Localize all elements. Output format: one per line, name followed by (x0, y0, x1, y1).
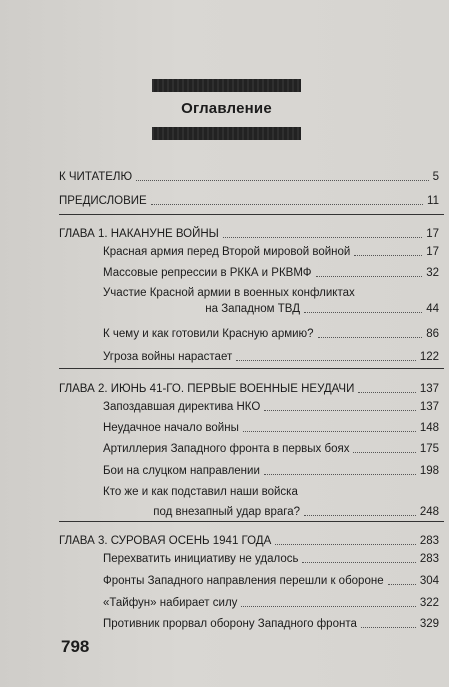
toc-entry-title: ПРЕДИСЛОВИЕ (59, 195, 147, 207)
dot-leader (388, 584, 416, 585)
toc-entry-title: Кто же и как подставил наши войска (103, 486, 298, 498)
toc-entry-title: ГЛАВА 1. НАКАНУНЕ ВОЙНЫ (59, 228, 219, 240)
toc-entry-title: Противник прорвал оборону Западного фронта (103, 618, 357, 630)
dot-leader (354, 255, 422, 256)
title-bar-top (152, 79, 301, 92)
section-divider (59, 368, 444, 369)
dot-leader (275, 544, 416, 545)
toc-page-number: 44 (426, 303, 439, 315)
toc-entry-title: Перехватить инициативу не удалось (103, 553, 299, 565)
dot-leader (243, 431, 416, 432)
dot-leader (136, 180, 429, 181)
dot-leader (302, 562, 415, 563)
dot-leader (361, 627, 416, 628)
toc-page-number: 11 (427, 195, 439, 207)
page-title: Оглавление (181, 100, 272, 117)
toc-entry-title: ГЛАВА 2. ИЮНЬ 41-ГО. ПЕРВЫЕ ВОЕННЫЕ НЕУДАЧИ (59, 383, 355, 395)
toc-page-number: 329 (419, 618, 439, 630)
page-number: 798 (61, 637, 90, 656)
toc-entry-title: «Тайфун» набирает силу (103, 597, 238, 609)
dot-leader (353, 452, 415, 453)
dot-leader (316, 276, 423, 277)
toc-page-number: 304 (419, 575, 439, 587)
dot-leader (241, 606, 415, 607)
toc-page-number: 248 (419, 506, 439, 518)
toc-entry-title: Участие Красной армии в военных конфликтах (103, 287, 355, 299)
toc-page-number: 17 (426, 246, 439, 258)
dot-leader (358, 392, 415, 393)
toc-page-number: 32 (426, 267, 439, 279)
dot-leader (223, 237, 422, 238)
toc-entry-title: Фронты Западного направления перешли к обороне (103, 575, 384, 587)
toc-page-number: 198 (419, 465, 439, 477)
toc-page-number: 322 (419, 597, 439, 609)
toc-entry-title: Артиллерия Западного фронта в первых боях (103, 443, 350, 455)
toc-entry-title: Бои на слуцком направлении (103, 465, 260, 477)
toc-page-number: 86 (426, 328, 439, 340)
dot-leader (318, 337, 423, 338)
toc-entry-title: Запоздавшая директива НКО (103, 401, 261, 413)
toc-entry-title: К чему и как готовили Красную армию? (103, 328, 314, 340)
toc-page-number: 283 (419, 553, 439, 565)
toc-page-number: 5 (432, 171, 439, 183)
toc-entry-title: ГЛАВА 3. СУРОВАЯ ОСЕНЬ 1941 ГОДА (59, 535, 272, 547)
toc-page-number: 122 (419, 351, 439, 363)
section-divider (59, 521, 444, 522)
toc-entry-title: Массовые репрессии в РККА и РКВМФ (103, 267, 312, 279)
toc-entry-title: Неудачное начало войны (103, 422, 239, 434)
toc-page-number: 283 (419, 535, 439, 547)
dot-leader (304, 312, 422, 313)
dot-leader (304, 515, 416, 516)
toc-entry-title-continued: под внезапный удар врага? (153, 506, 300, 518)
dot-leader (236, 360, 416, 361)
dot-leader (264, 410, 416, 411)
section-divider (59, 214, 444, 215)
toc-page-number: 137 (419, 383, 439, 395)
toc-page-number: 175 (419, 443, 439, 455)
dot-leader (264, 474, 416, 475)
toc-entry-title-continued: на Западном ТВД (205, 303, 300, 315)
toc-entry-title: Красная армия перед Второй мировой войной (103, 246, 351, 258)
title-bar-bottom (152, 127, 301, 140)
dot-leader (151, 204, 423, 205)
toc-page-number: 137 (419, 401, 439, 413)
toc-entry-title: Угроза войны нарастает (103, 351, 233, 363)
toc-page-number: 17 (426, 228, 439, 240)
toc-entry-title: К ЧИТАТЕЛЮ (59, 171, 133, 183)
toc-page-number: 148 (419, 422, 439, 434)
